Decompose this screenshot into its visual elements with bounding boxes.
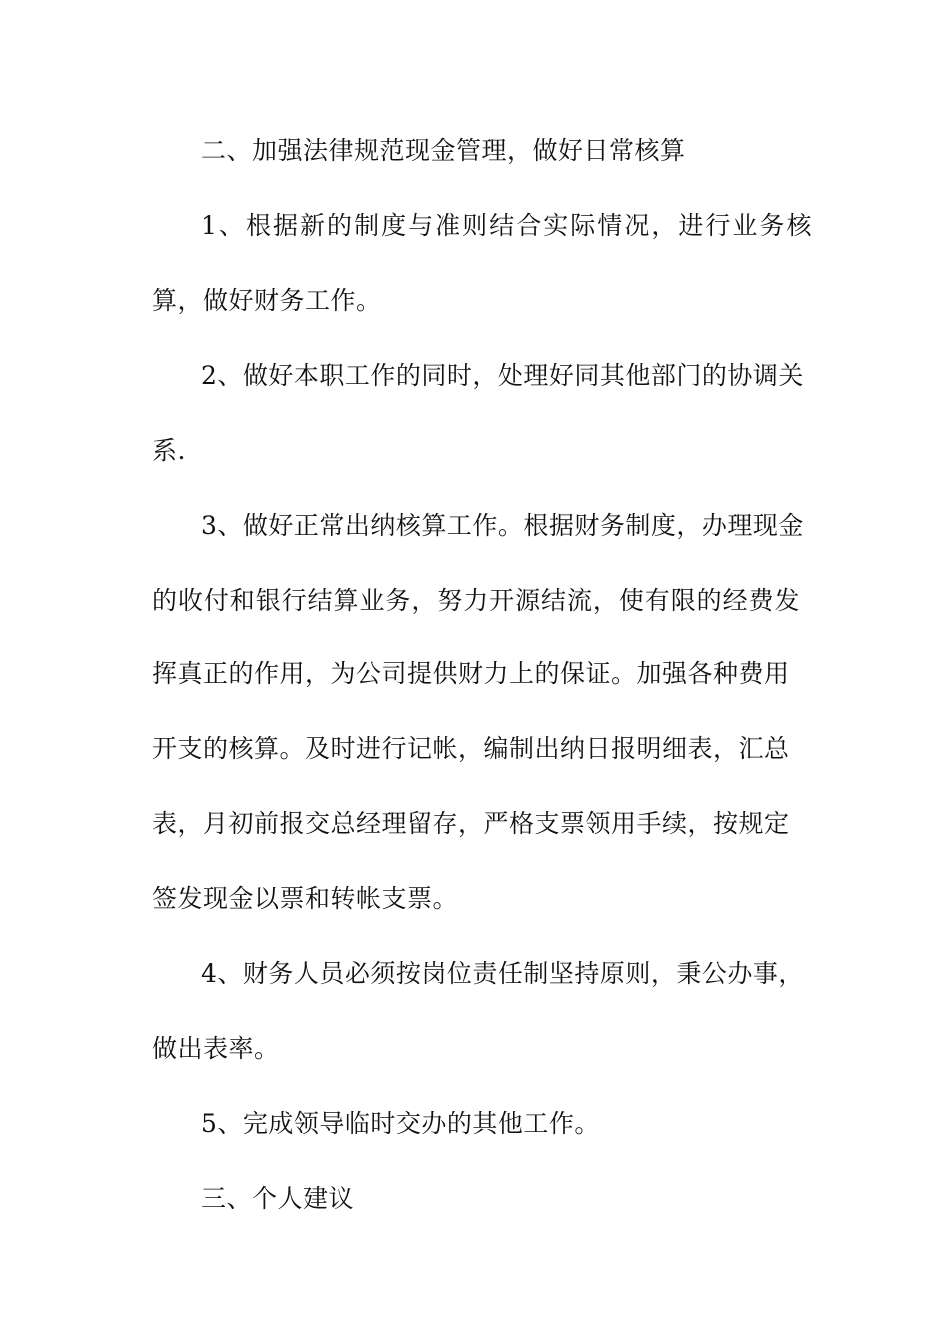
paragraph-4-line-1: 4、财务人员必须按岗位责任制坚持原则，秉公办事，: [201, 959, 804, 988]
paragraph-1-line-1: 1、根据新的制度与准则结合实际情况，进行业务核: [201, 211, 812, 240]
section-heading-2: 二、加强法律规范现金管理，做好日常核算: [201, 136, 686, 165]
paragraph-3-line-3: 挥真正的作用，为公司提供财力上的保证。加强各种费用: [152, 659, 790, 688]
paragraph-3-line-6: 签发现金以票和转帐支票。: [152, 884, 459, 913]
paragraph-1-line-2: 算，做好财务工作。: [152, 286, 382, 315]
paragraph-5: 5、完成领导临时交办的其他工作。: [201, 1109, 600, 1138]
paragraph-4-line-2: 做出表率。: [152, 1034, 280, 1063]
paragraph-3-line-5: 表，月初前报交总经理留存，严格支票领用手续，按规定: [152, 809, 790, 838]
paragraph-3-line-2: 的收付和银行结算业务，努力开源结流，使有限的经费发: [152, 586, 800, 615]
paragraph-2-line-1: 2、做好本职工作的同时，处理好同其他部门的协调关: [201, 361, 804, 390]
paragraph-2-line-2: 系.: [152, 436, 186, 465]
paragraph-3-line-4: 开支的核算。及时进行记帐，编制出纳日报明细表，汇总: [152, 734, 790, 763]
section-heading-3: 三、个人建议: [201, 1184, 355, 1213]
paragraph-3-line-1: 3、做好正常出纳核算工作。根据财务制度，办理现金: [201, 511, 804, 540]
